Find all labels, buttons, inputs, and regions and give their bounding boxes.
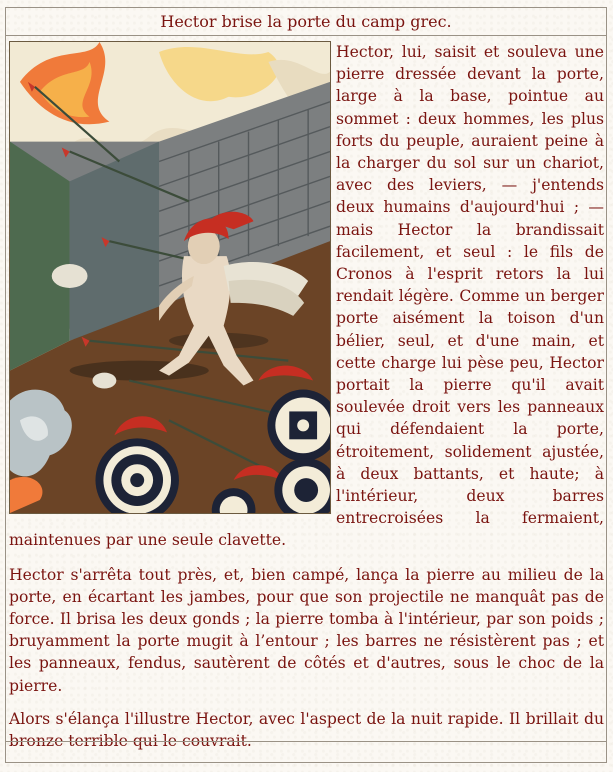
battle-illustration (9, 41, 331, 514)
paragraph-2: Hector s'arrêta tout près, et, bien campé, lança la pierre au milieu de la porte, en écartant les jambes, pour que son projectile ne manquât pas de force. Il brisa les deux gonds ; la pierre tomba à l'intérieur, par son poids ; bruyamment la porte mugit à l’entour ; les barres ne résistèrent pas ; et les panneaux, fendus, sautèrent de côtés et d'autres, sous le choc de la pierre. (9, 565, 604, 695)
page-frame (5, 7, 607, 763)
paragraph-3: Alors s'élança l'illustre Hector, avec l'aspect de la nuit rapide. Il brillait du bronze terrible qui le couvrait. (9, 709, 604, 751)
bottom-divider (6, 741, 606, 742)
page-title: Hector brise la porte du camp grec. (6, 8, 606, 36)
paragraph-1: Hector, lui, saisit et souleva une pierre dressée devant la porte, large à la base, pointue au sommet : deux hommes, les plus forts du peuple, auraient peine à la charger du sol sur un chariot, avec des leviers, — j'entends deux humains d'aujourd'hui ; — mais Hector la brandissait facilement, et seul : le fils de Cronos à l'esprit retors la lui rendait légère. Comme un berger porte aisément la toison d'un bélier, seul, et d'une main, et cette charge lui pèse peu, Hector portait la pierre qu'il avait soulevée droit vers les panneaux qui défendaient la porte, étroitement, solidement ajustée, à deux battants, et haute; à l'intérieur, deux barres entrecroisées la fermaient, maintenues par une seule clavette. (9, 43, 604, 550)
text-content (6, 36, 606, 752)
illustration-drawing (10, 42, 330, 513)
